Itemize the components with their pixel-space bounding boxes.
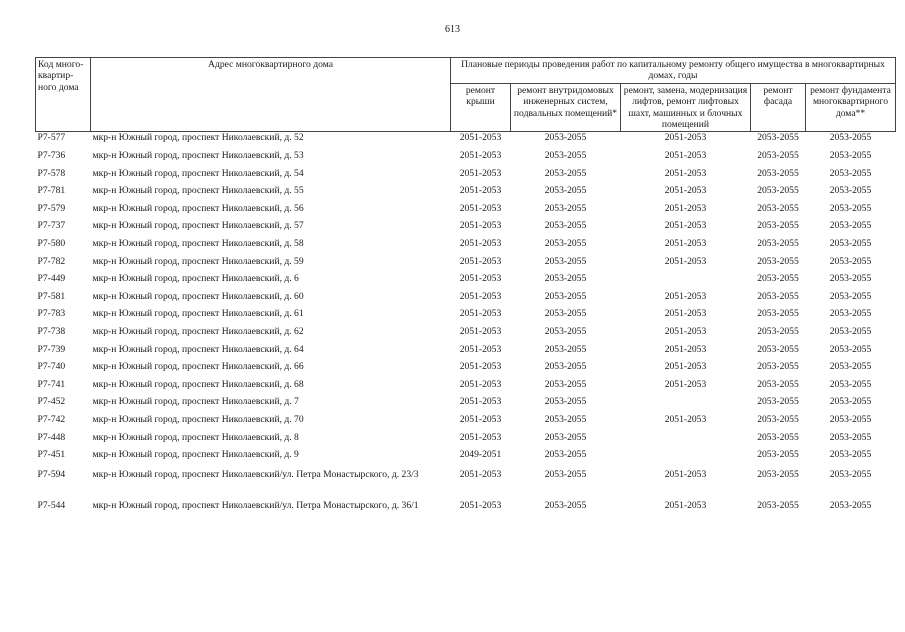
cell-foundation: 2053-2055 [829, 343, 872, 355]
cell-foundation: 2053-2055 [829, 378, 872, 390]
cell-engineering: 2053-2055 [544, 150, 587, 162]
cell-engineering: 2053-2055 [544, 273, 587, 285]
cell-code: Р7-448 [37, 431, 66, 443]
header-periods: Плановые периоды проведения работ по капитальному ремонту общего имущества в многоквартирных домах, годы [451, 58, 896, 84]
cell-lift [621, 396, 751, 414]
cell-engineering: 2053-2055 [544, 343, 587, 355]
cell-address: мкр-н Южный город, проспект Николаевский, д. 59 [92, 255, 304, 267]
table-row [36, 168, 896, 186]
cell-foundation: 2053-2055 [829, 290, 872, 302]
cell-facade: 2053-2055 [757, 167, 799, 179]
cell-facade: 2053-2055 [757, 413, 799, 425]
cell-code: Р7-739 [37, 343, 66, 355]
cell-code: Р7-452 [37, 396, 66, 408]
cell-address: мкр-н Южный город, проспект Николаевский, д. 55 [92, 185, 304, 197]
cell-roof: 2051-2053 [459, 273, 502, 285]
table-row [36, 379, 896, 397]
table-row [36, 308, 896, 326]
cell-foundation: 2053-2055 [829, 413, 872, 425]
cell-engineering: 2053-2055 [544, 290, 587, 302]
header-code: Код много-квартир-ного дома [36, 58, 91, 132]
cell-code: Р7-594 [37, 468, 66, 480]
cell-facade: 2053-2055 [757, 290, 799, 302]
table-body [36, 132, 896, 529]
cell-foundation: 2053-2055 [829, 308, 872, 320]
cell-foundation: 2053-2055 [829, 499, 872, 511]
cell-address: мкр-н Южный город, проспект Николаевский, д. 57 [92, 220, 304, 232]
cell-foundation: 2053-2055 [829, 255, 872, 267]
cell-address: мкр-н Южный город, проспект Николаевский, д. 52 [92, 132, 304, 144]
cell-engineering: 2053-2055 [544, 202, 587, 214]
cell-lift: 2051-2053 [664, 255, 707, 267]
cell-address: мкр-н Южный город, проспект Николаевский, д. 6 [92, 273, 299, 285]
table-row [36, 256, 896, 274]
cell-address: мкр-н Южный город, проспект Николаевский, д. 60 [92, 290, 304, 302]
table-row [36, 361, 896, 379]
cell-facade: 2053-2055 [757, 150, 799, 162]
cell-address: мкр-н Южный город, проспект Николаевский, д. 8 [92, 431, 299, 443]
cell-lift: 2051-2053 [664, 468, 707, 480]
cell-engineering: 2053-2055 [544, 378, 587, 390]
cell-lift: 2051-2053 [664, 343, 707, 355]
cell-engineering: 2053-2055 [544, 167, 587, 179]
cell-code: Р7-781 [37, 185, 66, 197]
cell-lift: 2051-2053 [664, 238, 707, 249]
cell-engineering: 2053-2055 [544, 499, 587, 511]
cell-code: Р7-577 [37, 132, 66, 144]
cell-code: Р7-736 [37, 150, 66, 162]
cell-foundation: 2053-2055 [829, 396, 872, 408]
cell-roof: 2051-2053 [459, 255, 502, 267]
cell-facade: 2053-2055 [757, 202, 799, 214]
cell-engineering: 2053-2055 [544, 185, 587, 197]
cell-facade: 2053-2055 [757, 185, 799, 197]
cell-address: мкр-н Южный город, проспект Николаевский, д. 62 [92, 325, 304, 337]
table-row [36, 132, 896, 150]
cell-facade: 2053-2055 [757, 343, 799, 355]
cell-foundation: 2053-2055 [829, 238, 872, 249]
cell-roof: 2051-2053 [459, 167, 502, 179]
cell-facade: 2053-2055 [757, 255, 799, 267]
cell-roof: 2051-2053 [459, 396, 502, 408]
cell-lift: 2051-2053 [664, 185, 707, 197]
cell-facade: 2053-2055 [757, 132, 799, 144]
cell-lift: 2051-2053 [664, 202, 707, 214]
cell-roof: 2051-2053 [459, 361, 502, 373]
cell-roof: 2051-2053 [459, 308, 502, 320]
cell-address: мкр-н Южный город, проспект Николаевский, д. 9 [92, 449, 299, 461]
page-number: 613 [445, 24, 460, 35]
cell-facade: 2053-2055 [757, 499, 799, 511]
cell-engineering: 2053-2055 [544, 431, 587, 443]
table-row [36, 449, 896, 467]
cell-facade: 2053-2055 [757, 273, 799, 285]
repair-schedule-table [35, 57, 896, 529]
cell-code: Р7-451 [37, 449, 66, 461]
table-row [36, 414, 896, 432]
table-row [36, 220, 896, 238]
cell-foundation: 2053-2055 [829, 132, 872, 144]
cell-code: Р7-581 [37, 290, 66, 302]
cell-lift [621, 432, 751, 450]
cell-engineering: 2053-2055 [544, 449, 587, 461]
cell-facade: 2053-2055 [757, 431, 799, 443]
cell-lift [621, 449, 751, 467]
cell-roof: 2051-2053 [459, 325, 502, 337]
cell-address: мкр-н Южный город, проспект Николаевский, д. 7 [92, 396, 299, 408]
cell-code: Р7-783 [37, 308, 66, 320]
cell-foundation: 2053-2055 [829, 449, 872, 461]
cell-foundation: 2053-2055 [829, 361, 872, 373]
header-facade: ремонт фасада [751, 83, 806, 132]
cell-code: Р7-737 [37, 220, 66, 232]
table-row [36, 203, 896, 221]
table-row [36, 273, 896, 291]
cell-address: мкр-н Южный город, проспект Николаевский/ул. Петра Монастырского, д. 36/1 [92, 499, 419, 511]
cell-lift: 2051-2053 [664, 150, 707, 162]
cell-facade: 2053-2055 [757, 449, 799, 461]
cell-foundation: 2053-2055 [829, 185, 872, 197]
cell-roof: 2051-2053 [459, 468, 502, 480]
cell-lift: 2051-2053 [664, 499, 707, 511]
cell-code: Р7-738 [37, 325, 66, 337]
cell-address: мкр-н Южный город, проспект Николаевский, д. 56 [92, 202, 304, 214]
cell-lift: 2051-2053 [664, 308, 707, 320]
table-row [36, 238, 896, 256]
cell-code: Р7-782 [37, 255, 66, 267]
header-roof: ремонт крыши [451, 83, 511, 132]
table-row [36, 150, 896, 168]
cell-code: Р7-449 [37, 273, 66, 285]
table-row [36, 326, 896, 344]
header-lift: ремонт, замена, модернизация лифтов, ремонт лифтовых шахт, машинных и блочных помещений [621, 83, 751, 132]
cell-roof: 2051-2053 [459, 220, 502, 232]
header-engineering: ремонт внутридомовых инженерных систем, подвальных помещений* [511, 83, 621, 132]
cell-roof: 2051-2053 [459, 431, 502, 443]
cell-engineering: 2053-2055 [544, 255, 587, 267]
cell-address: мкр-н Южный город, проспект Николаевский, д. 53 [92, 150, 304, 162]
cell-lift: 2051-2053 [664, 220, 707, 232]
cell-facade: 2053-2055 [757, 238, 799, 249]
cell-code: Р7-578 [37, 167, 66, 179]
cell-address: мкр-н Южный город, проспект Николаевский, д. 61 [92, 308, 304, 320]
cell-address: мкр-н Южный город, проспект Николаевский, д. 70 [92, 413, 304, 425]
cell-address: мкр-н Южный город, проспект Николаевский, д. 66 [92, 361, 304, 373]
cell-code: Р7-742 [37, 413, 66, 425]
cell-foundation: 2053-2055 [829, 431, 872, 443]
cell-address: мкр-н Южный город, проспект Николаевский, д. 64 [92, 343, 304, 355]
cell-foundation: 2053-2055 [829, 202, 872, 214]
cell-roof: 2051-2053 [459, 202, 502, 214]
cell-engineering: 2053-2055 [544, 238, 587, 249]
cell-engineering: 2053-2055 [544, 468, 587, 480]
cell-foundation: 2053-2055 [829, 273, 872, 285]
cell-lift: 2051-2053 [664, 413, 707, 425]
cell-code: Р7-580 [37, 238, 66, 249]
cell-address: мкр-н Южный город, проспект Николаевский, д. 58 [92, 238, 304, 249]
cell-code: Р7-544 [37, 499, 66, 511]
cell-roof: 2051-2053 [459, 290, 502, 302]
cell-facade: 2053-2055 [757, 378, 799, 390]
table-header [36, 58, 896, 132]
cell-roof: 2051-2053 [459, 499, 502, 511]
cell-lift: 2051-2053 [664, 167, 707, 179]
cell-lift: 2051-2053 [664, 132, 707, 144]
cell-facade: 2053-2055 [757, 308, 799, 320]
cell-lift: 2051-2053 [664, 378, 707, 390]
cell-facade: 2053-2055 [757, 325, 799, 337]
cell-engineering: 2053-2055 [544, 361, 587, 373]
cell-engineering: 2053-2055 [544, 308, 587, 320]
cell-foundation: 2053-2055 [829, 325, 872, 337]
cell-foundation: 2053-2055 [829, 150, 872, 162]
cell-lift: 2051-2053 [664, 361, 707, 373]
cell-roof: 2049-2051 [459, 449, 502, 461]
cell-lift [621, 273, 751, 291]
cell-roof: 2051-2053 [459, 150, 502, 162]
cell-lift: 2051-2053 [664, 325, 707, 337]
cell-roof: 2051-2053 [459, 185, 502, 197]
cell-facade: 2053-2055 [757, 396, 799, 408]
header-foundation: ремонт фундамента многоквартирного дома** [806, 83, 896, 132]
cell-engineering: 2053-2055 [544, 413, 587, 425]
cell-foundation: 2053-2055 [829, 167, 872, 179]
table-row [36, 185, 896, 203]
cell-foundation: 2053-2055 [829, 468, 872, 480]
cell-code: Р7-579 [37, 202, 66, 214]
header-address: Адрес многоквартирного дома [91, 58, 451, 132]
table-row [36, 291, 896, 309]
cell-roof: 2051-2053 [459, 132, 502, 144]
cell-code: Р7-740 [37, 361, 66, 373]
table-row [36, 498, 896, 529]
cell-engineering: 2053-2055 [544, 220, 587, 232]
cell-facade: 2053-2055 [757, 361, 799, 373]
table-row [36, 467, 896, 498]
cell-roof: 2051-2053 [459, 238, 502, 249]
cell-engineering: 2053-2055 [544, 132, 587, 144]
cell-roof: 2051-2053 [459, 413, 502, 425]
cell-address: мкр-н Южный город, проспект Николаевский, д. 54 [92, 167, 304, 179]
table-row [36, 344, 896, 362]
cell-address: мкр-н Южный город, проспект Николаевский, д. 68 [92, 378, 304, 390]
cell-engineering: 2053-2055 [544, 396, 587, 408]
cell-engineering: 2053-2055 [544, 325, 587, 337]
cell-code: Р7-741 [37, 378, 66, 390]
cell-foundation: 2053-2055 [829, 220, 872, 232]
cell-lift: 2051-2053 [664, 290, 707, 302]
cell-roof: 2051-2053 [459, 378, 502, 390]
table-row [36, 432, 896, 450]
cell-facade: 2053-2055 [757, 468, 799, 480]
cell-facade: 2053-2055 [757, 220, 799, 232]
cell-address: мкр-н Южный город, проспект Николаевский/ул. Петра Монастырского, д. 23/3 [92, 468, 419, 480]
table-row [36, 396, 896, 414]
cell-roof: 2051-2053 [459, 343, 502, 355]
